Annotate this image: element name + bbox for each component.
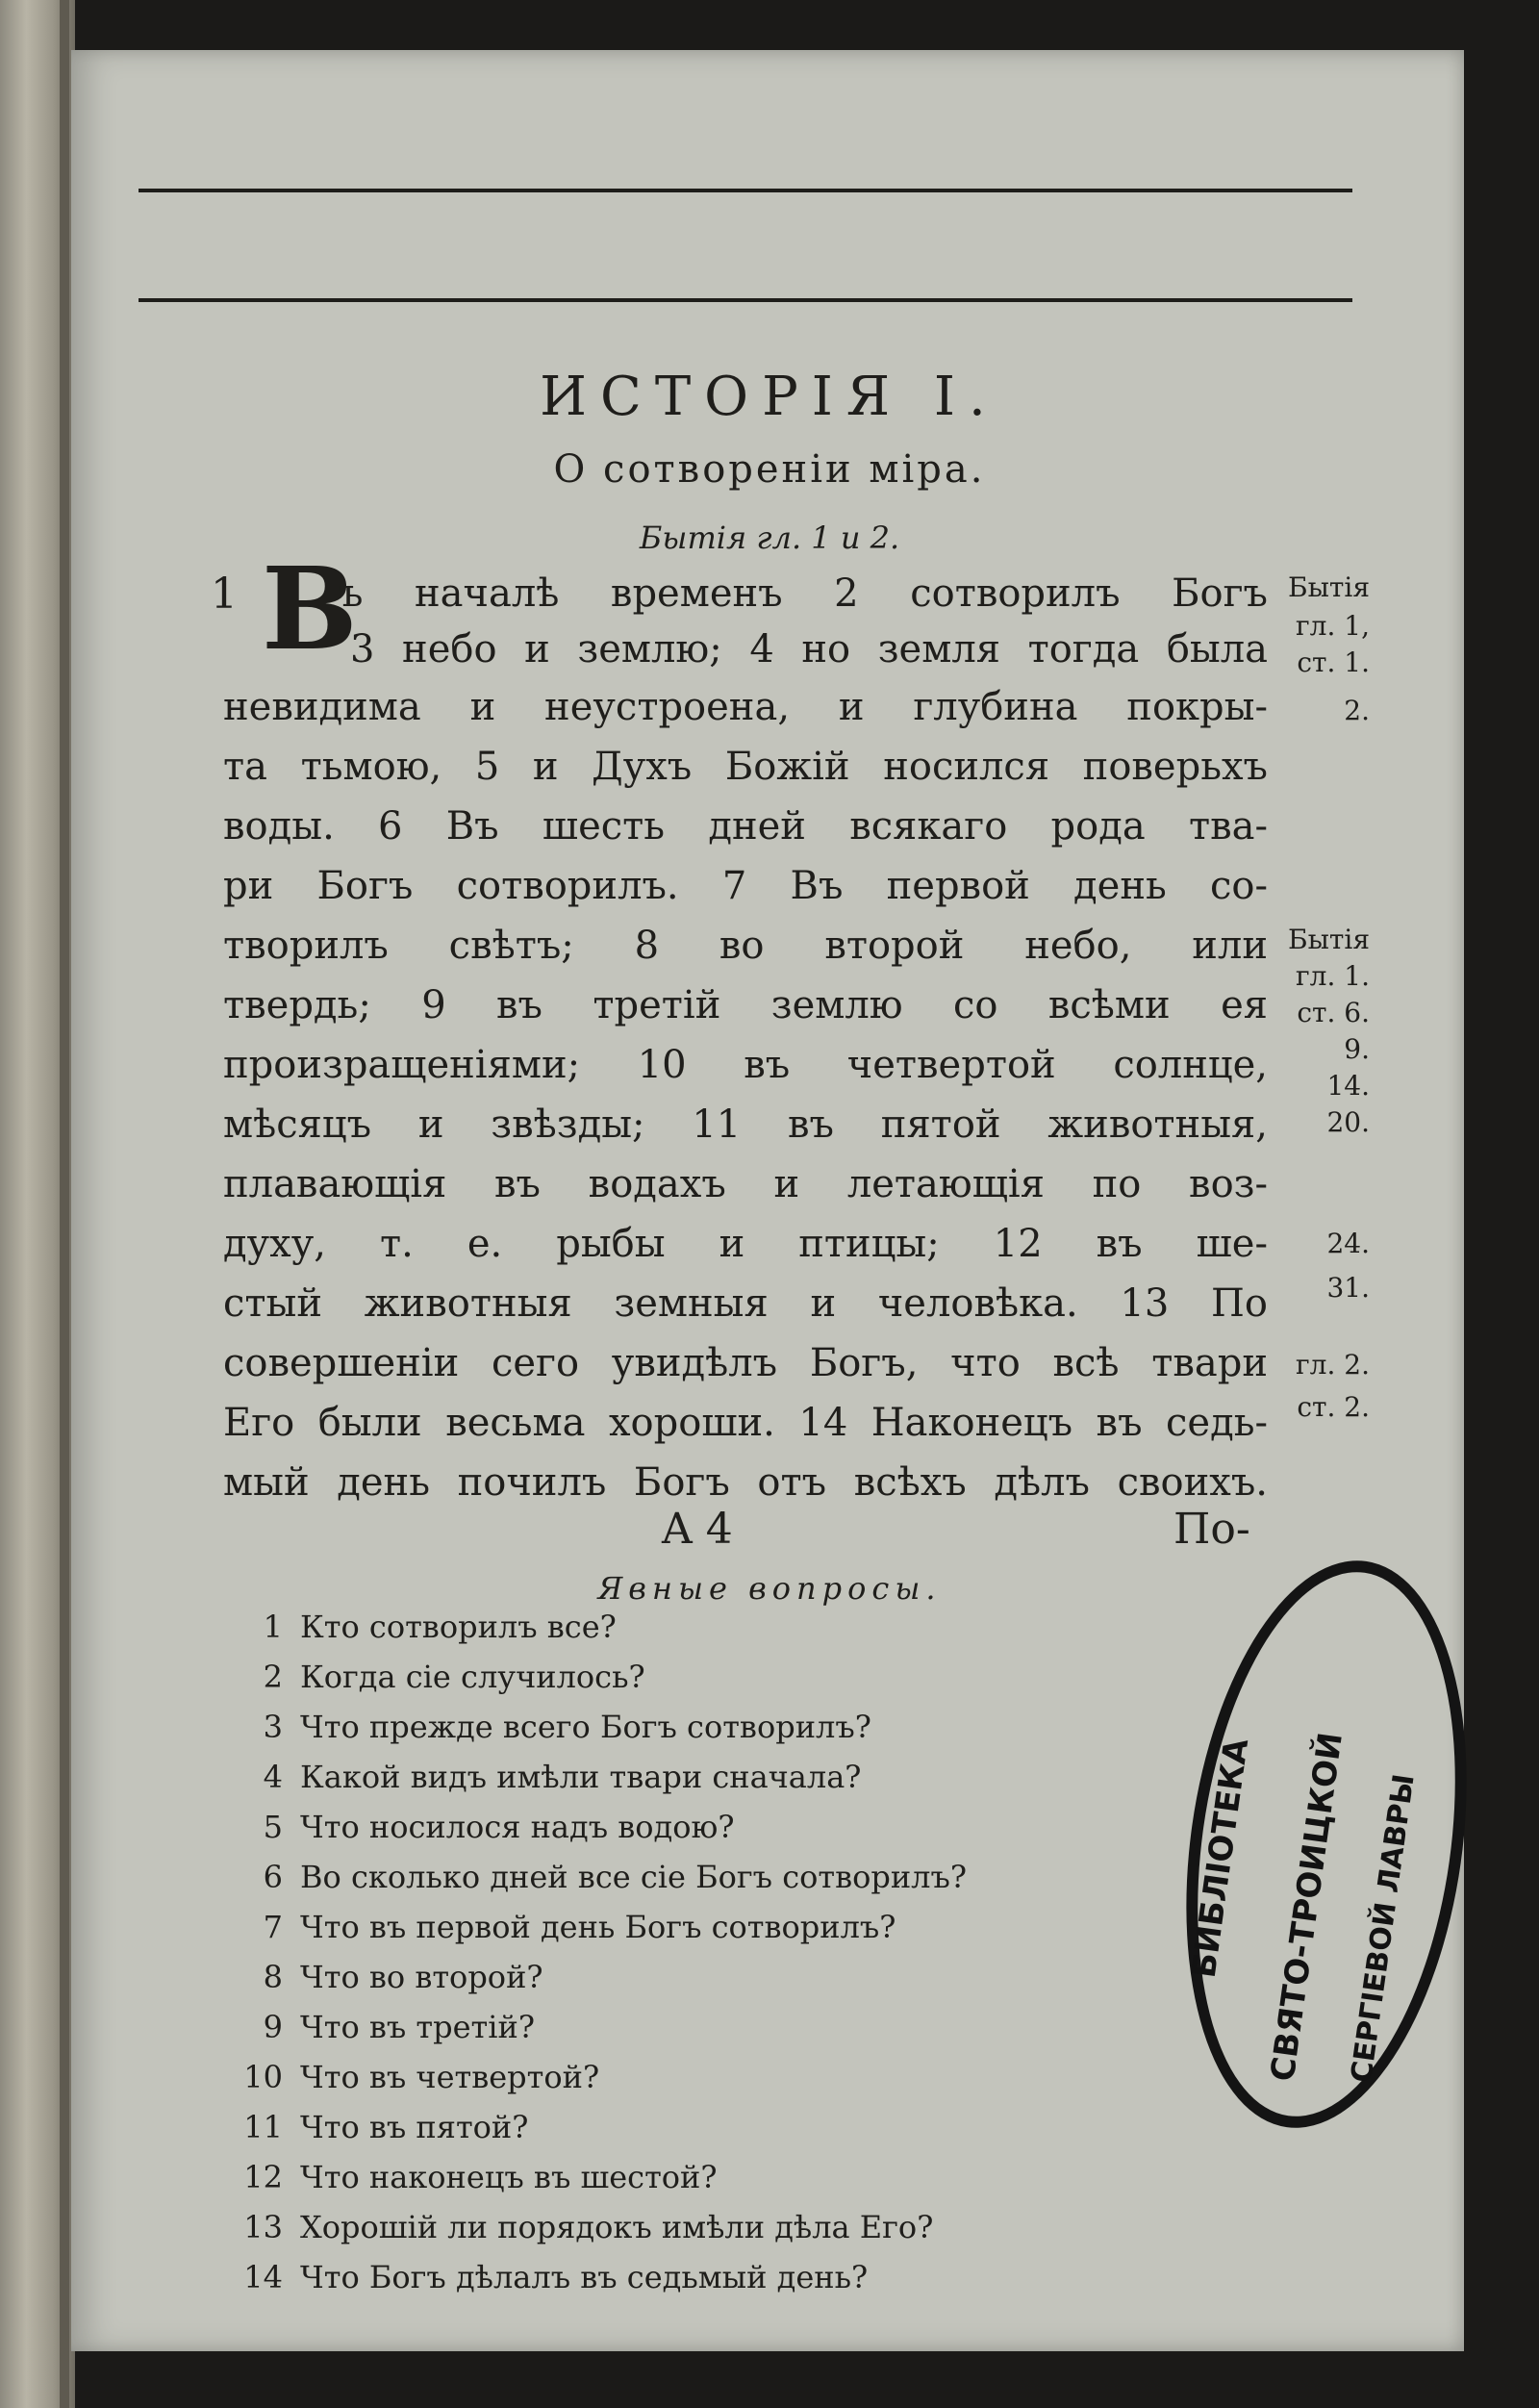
text-line: духу, т. е. рыбы и птицы; 12 въ ше- <box>223 1222 1268 1266</box>
question-text: Что въ пятой? <box>300 2109 529 2145</box>
question-number: 2 <box>263 1659 283 1695</box>
text-line: мѣсяцъ и звѣзды; 11 въ пятой животныя, <box>223 1103 1268 1147</box>
margin-note: гл. 2. <box>1296 1349 1370 1381</box>
text-line: плавающія въ водахъ и летающія по воз- <box>223 1162 1268 1206</box>
question-number: 6 <box>263 1859 283 1895</box>
text-line: твердь; 9 въ третій землю со всѣми ея <box>223 983 1268 1027</box>
margin-note: ст. 2. <box>1297 1391 1370 1423</box>
top-rule <box>139 189 1352 192</box>
margin-note: Бытія <box>1288 571 1370 603</box>
margin-note: ст. 6. <box>1297 997 1370 1028</box>
text-line: совершеніи сего увидѣлъ Богъ, что всѣ твари <box>223 1341 1268 1385</box>
catchword: По- <box>1173 1505 1250 1554</box>
scripture-reference: Бытія гл. 1 и 2. <box>639 520 900 556</box>
text-line: ъ началѣ временъ 2 сотворилъ Богъ <box>339 571 1268 616</box>
question-text: Что прежде всего Богъ сотворилъ? <box>300 1709 871 1745</box>
question-text: Что наконецъ въ шестой? <box>300 2159 718 2195</box>
question-number: 3 <box>263 1709 283 1745</box>
page-subtitle: О сотвореніи міра. <box>553 447 986 492</box>
margin-note: 24. <box>1326 1228 1370 1259</box>
question-number: 14 <box>243 2259 283 2295</box>
question-number: 5 <box>263 1809 283 1845</box>
question-number: 11 <box>243 2109 283 2145</box>
question-text: Во сколько дней все сіе Богъ сотворилъ? <box>300 1859 968 1895</box>
question-text: Какой видъ имѣли твари сначала? <box>300 1759 862 1795</box>
text-line: та тьмою, 5 и Духъ Божій носился поверьхъ <box>223 745 1268 789</box>
question-number: 1 <box>263 1609 283 1645</box>
text-line: стый животныя земныя и человѣка. 13 По <box>223 1281 1268 1326</box>
page-title: ИСТОРІЯ I. <box>540 366 999 428</box>
questions-heading: Явные вопросы. <box>597 1570 942 1607</box>
stamp-line-lavra: СЕРГІЕВОЙ ЛАВРЫ <box>1345 1771 1422 2085</box>
margin-note: гл. 1, <box>1296 610 1370 642</box>
margin-note: 9. <box>1344 1033 1370 1065</box>
signature-mark: A 4 <box>662 1505 733 1554</box>
margin-note: 31. <box>1326 1272 1370 1304</box>
question-text: Что во второй? <box>300 1959 543 1995</box>
second-rule <box>139 298 1352 302</box>
question-text: Когда сіе случилось? <box>300 1659 645 1695</box>
question-text: Что въ третій? <box>300 2009 535 2045</box>
question-number: 7 <box>263 1909 283 1945</box>
margin-note: 2. <box>1344 695 1370 726</box>
question-number: 13 <box>243 2209 283 2245</box>
margin-note: гл. 1. <box>1296 960 1370 992</box>
question-text: Что Богъ дѣлалъ въ седьмый день? <box>300 2259 869 2295</box>
question-text: Кто сотворилъ все? <box>300 1609 617 1645</box>
question-text: Что въ четвертой? <box>300 2059 600 2095</box>
margin-note: ст. 1. <box>1297 646 1370 678</box>
text-line: мый день почилъ Богъ отъ всѣхъ дѣлъ своихъ. <box>223 1460 1268 1505</box>
question-text: Что носилося надъ водою? <box>300 1809 735 1845</box>
margin-note: 14. <box>1326 1070 1370 1102</box>
stamp-line-library: БИБЛІОТЕКА <box>1184 1736 1257 1981</box>
question-text: Хорошій ли порядокъ имѣли дѣла Его? <box>300 2209 934 2245</box>
question-number: 10 <box>243 2059 283 2095</box>
text-line: воды. 6 Въ шесть дней всякаго рода тва- <box>223 804 1268 849</box>
spine-edge <box>60 0 69 2408</box>
drop-cap: В <box>262 542 358 675</box>
question-number: 4 <box>263 1759 283 1795</box>
text-line: произращеніями; 10 въ четвертой солнце, <box>223 1043 1268 1087</box>
text-line: 3 небо и землю; 4 но земля тогда была <box>350 627 1268 672</box>
text-line: Его были весьма хороши. 14 Наконецъ въ седь- <box>223 1401 1268 1445</box>
question-number: 9 <box>263 2009 283 2045</box>
stamp-line-trinity: СВЯТО-ТРОИЦКОЙ <box>1263 1730 1350 2084</box>
question-text: Что въ первой день Богъ сотворилъ? <box>300 1909 896 1945</box>
first-verse-number: 1 <box>211 570 238 619</box>
text-line: ри Богъ сотворилъ. 7 Въ первой день со- <box>223 864 1268 908</box>
text-line: творилъ свѣтъ; 8 во второй небо, или <box>223 924 1268 968</box>
margin-note: Бытія <box>1288 924 1370 955</box>
text-line: невидима и неустроена, и глубина покры- <box>223 685 1268 729</box>
question-number: 12 <box>243 2159 283 2195</box>
question-number: 8 <box>263 1959 283 1995</box>
margin-note: 20. <box>1326 1106 1370 1138</box>
